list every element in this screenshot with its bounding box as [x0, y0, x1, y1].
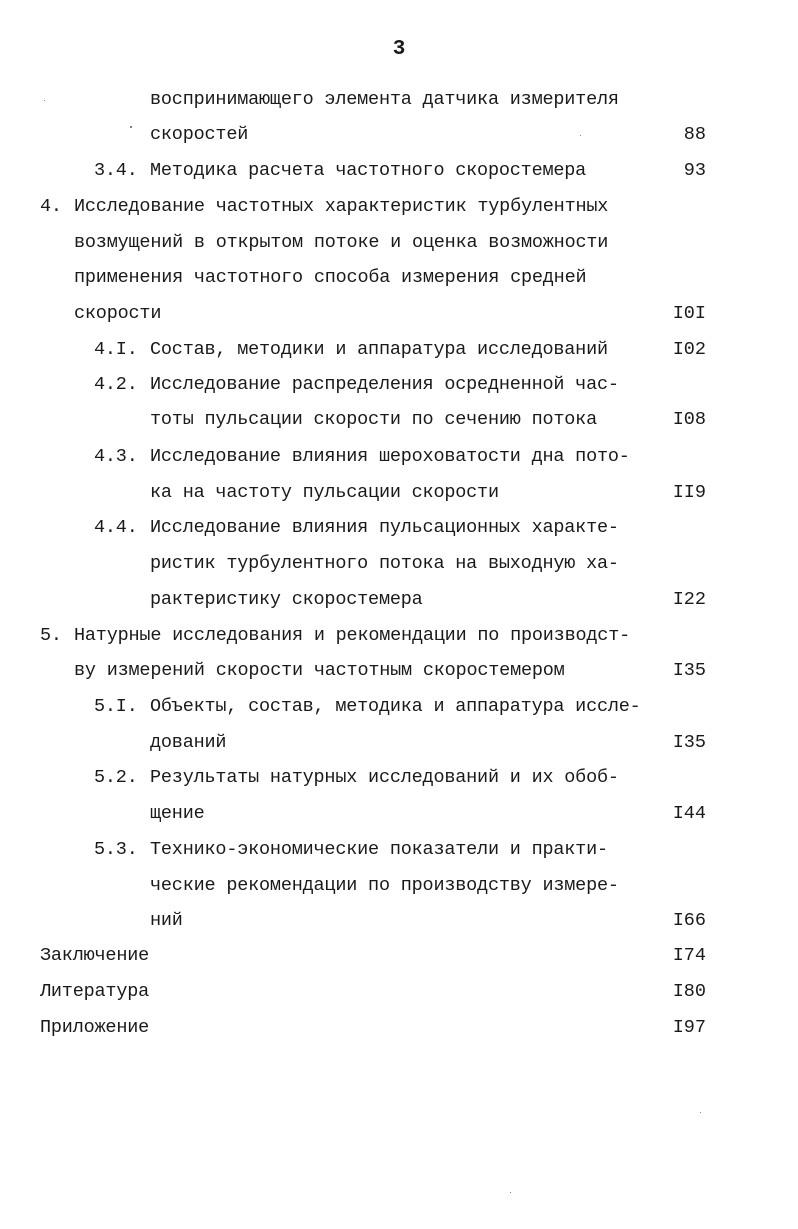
toc-chapter-number: 4.	[40, 196, 62, 217]
toc-backmatter-title: Приложение	[40, 1017, 150, 1038]
toc-page-number: I80	[672, 981, 706, 1002]
toc-page-number: I0I	[672, 303, 706, 324]
toc-section-title: тоты пульсации скорости по сечению потока	[150, 409, 597, 430]
toc-section-title: ристик турбулентного потока на выходную ха-	[150, 553, 619, 574]
scan-speck	[130, 126, 132, 128]
toc-section-title: ческие рекомендации по производству измере-	[150, 875, 619, 896]
toc-chapter-number: 5.	[40, 625, 62, 646]
toc-chapter-title: Натурные исследования и рекомендации по производст-	[74, 625, 630, 646]
toc-section-title: ний	[150, 910, 183, 931]
toc-section-number: 3.4.	[94, 160, 138, 181]
toc-section-title: Исследование влияния пульсационных характе-	[150, 517, 619, 538]
toc-entry-continuation-line: скоростей	[150, 124, 249, 145]
toc-section-title: Технико-экономические показатели и практи-	[150, 839, 608, 860]
toc-page-number: I22	[672, 589, 706, 610]
toc-page-number: I97	[672, 1017, 706, 1038]
toc-chapter-title: Исследование частотных характеристик турбулентных	[74, 196, 609, 217]
toc-section-number: 5.3.	[94, 839, 138, 860]
toc-section-number: 4.3.	[94, 446, 138, 467]
toc-page-number: II9	[672, 482, 706, 503]
toc-chapter-title: ву измерений скорости частотным скоростемером	[74, 660, 565, 681]
toc-page-number: I66	[672, 910, 706, 931]
toc-page-number: I74	[672, 945, 706, 966]
toc-page-number: I02	[672, 339, 706, 360]
toc-backmatter-title: Заключение	[40, 945, 150, 966]
toc-section-title: Исследование распределения осредненной час-	[150, 374, 619, 395]
toc-chapter-title: применения частотного способа измерения средней	[74, 267, 587, 288]
toc-page-number: I08	[672, 409, 706, 430]
toc-page-number: 93	[683, 160, 706, 181]
toc-page-number: I35	[672, 732, 706, 753]
toc-section-title: дований	[150, 732, 227, 753]
scan-speck	[44, 100, 45, 101]
toc-section-number: 4.I.	[94, 339, 138, 360]
toc-section-title: щение	[150, 803, 205, 824]
toc-chapter-title: возмущений в открытом потоке и оценка возможности	[74, 232, 609, 253]
toc-page-number: 88	[683, 124, 706, 145]
toc-section-title: Методика расчета частотного скоростемера	[150, 160, 587, 181]
toc-section-number: 4.4.	[94, 517, 138, 538]
toc-entry-continuation-line: воспринимающего элемента датчика измерителя	[150, 89, 619, 110]
toc-section-title: Исследование влияния шероховатости дна пото-	[150, 446, 630, 467]
toc-page-number: I35	[672, 660, 706, 681]
toc-section-title: Результаты натурных исследований и их обоб-	[150, 767, 619, 788]
page-number: 3	[392, 38, 406, 61]
toc-section-number: 5.I.	[94, 696, 138, 717]
toc-section-number: 5.2.	[94, 767, 138, 788]
toc-section-title: Объекты, состав, методика и аппаратура иссле-	[150, 696, 641, 717]
scan-speck	[700, 1112, 701, 1113]
toc-section-title: Состав, методики и аппаратура исследований	[150, 339, 608, 360]
scan-speck	[510, 1192, 511, 1193]
scan-speck	[580, 135, 581, 136]
toc-section-title: ка на частоту пульсации скорости	[150, 482, 499, 503]
toc-backmatter-title: Литература	[40, 981, 150, 1002]
toc-section-number: 4.2.	[94, 374, 138, 395]
toc-chapter-title: скорости	[74, 303, 162, 324]
toc-section-title: рактеристику скоростемера	[150, 589, 423, 610]
toc-page-number: I44	[672, 803, 706, 824]
